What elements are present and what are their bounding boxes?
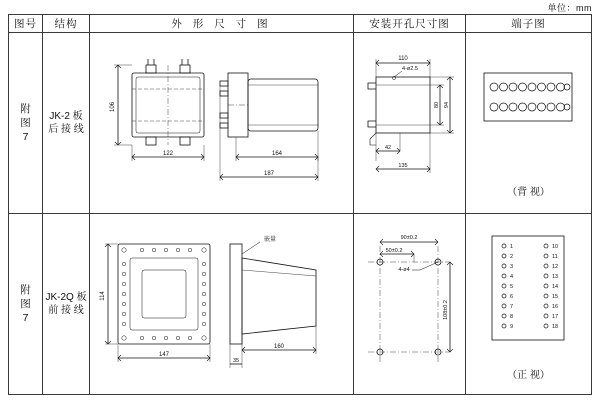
header-terminal-label: 端子图 (511, 18, 546, 30)
structure-line: 接 (61, 124, 71, 135)
mounting-drawing-1 (354, 33, 465, 213)
table-row (9, 33, 592, 214)
header-terminal (466, 15, 592, 33)
terminal-svg-1 (466, 33, 589, 173)
fig-no-char: 图 (20, 117, 31, 129)
structure-cell-2 (43, 214, 90, 395)
mounting-drawing-2 (354, 214, 465, 394)
mounting-dim-42: 42 (384, 145, 392, 151)
mounting-dim-50: 50±0.2 (385, 248, 403, 254)
fig-no-cell-1 (9, 33, 43, 214)
structure-stack-1 (43, 110, 89, 137)
svg-text:4: 4 (510, 274, 514, 280)
mounting-dim-hole: 4-ø4 (398, 267, 410, 273)
outline-dim-160: 160 (273, 344, 285, 350)
svg-text:5: 5 (510, 284, 514, 290)
mounting-dim-135: 135 (398, 163, 408, 169)
terminal-drawing-1 (466, 33, 591, 213)
terminal-bottom-row (490, 103, 570, 111)
svg-text:6: 6 (510, 294, 514, 300)
structure-model: JK-2 (49, 110, 70, 122)
structure-model: JK-2Q (45, 291, 74, 303)
header-mounting (354, 15, 466, 33)
fig-no-stack-1 (9, 102, 42, 144)
outline-drawing-1 (90, 33, 353, 213)
svg-text:12: 12 (552, 264, 559, 270)
mounting-dim-80: 80 (434, 101, 440, 109)
svg-text:11: 11 (552, 254, 558, 260)
structure-line: 板 (76, 291, 87, 303)
terminal-cell-2 (466, 214, 592, 395)
structure-line: 板 (72, 110, 83, 122)
outline-dim-35: 35 (232, 358, 240, 364)
terminal-cell-1 (466, 33, 592, 214)
outline-dim-147: 147 (158, 352, 170, 358)
fig-no-char: 附 (20, 284, 31, 296)
mounting-svg-1 (354, 33, 463, 211)
outline-dim-114: 114 (100, 291, 106, 301)
structure-cell-1 (43, 33, 90, 214)
mounting-dim-110: 110 (398, 56, 408, 62)
table-header-row (9, 15, 592, 33)
header-fig-no-label: 图号 (14, 18, 37, 30)
svg-text:16: 16 (552, 304, 559, 310)
structure-line: 线 (73, 124, 84, 135)
fig-no-char: 图 (20, 298, 31, 310)
fig-no-stack-2 (9, 283, 42, 325)
fig-no-char: 7 (22, 312, 29, 324)
header-mounting-label: 安装开孔尺寸图 (369, 18, 450, 30)
outline-cell-2 (90, 214, 354, 395)
outline-svg-2 (90, 214, 351, 392)
terminal-caption-2: （正 视） (507, 370, 550, 381)
svg-text:10: 10 (552, 244, 559, 250)
mounting-cell-1 (354, 33, 466, 214)
fig-no-char: 7 (22, 131, 29, 143)
mounting-svg-2 (354, 214, 463, 392)
mounting-dim-94: 94 (444, 101, 450, 109)
header-outline-label: 外 形 尺 寸 图 (171, 18, 272, 30)
svg-text:7: 7 (510, 304, 514, 310)
terminal-caption-1: （背 视） (507, 187, 550, 198)
svg-text:17: 17 (552, 314, 559, 320)
structure-stack-2 (43, 291, 89, 318)
svg-text:18: 18 (552, 324, 559, 330)
svg-text:15: 15 (552, 294, 559, 300)
header-structure (43, 15, 90, 33)
unit-note: 单位：mm (547, 3, 592, 13)
terminal-left-column (502, 244, 506, 328)
structure-line: 线 (73, 305, 84, 316)
structure-line: 前 (48, 305, 59, 316)
outline-drawing-2 (90, 214, 353, 394)
header-fig-no (9, 15, 43, 33)
terminal-top-row (490, 83, 570, 91)
outline-dim-187: 187 (263, 171, 275, 177)
terminal-left-labels (510, 244, 513, 330)
mounting-dim-90: 90±0.2 (400, 235, 418, 241)
mounting-dim-108: 108±0.2 (443, 300, 449, 320)
fig-no-cell-2 (9, 214, 43, 395)
mounting-dim-hole: 4-ø2.5 (402, 66, 418, 72)
outline-dim-122: 122 (162, 151, 174, 157)
dimension-table (8, 14, 592, 395)
structure-line: 后 (48, 124, 59, 135)
terminal-drawing-2 (466, 214, 591, 394)
header-structure-label: 结构 (54, 18, 78, 30)
fig-no-char: 附 (20, 103, 31, 115)
outline-cell-1 (90, 33, 354, 214)
table-row (9, 214, 592, 395)
structure-line: 接 (61, 305, 71, 316)
mounting-cell-2 (354, 214, 466, 395)
outline-dim-106: 106 (110, 101, 116, 113)
svg-text:3: 3 (510, 264, 514, 270)
terminal-right-column (544, 244, 548, 328)
svg-text:2: 2 (510, 254, 514, 260)
outline-svg-1 (90, 33, 351, 211)
svg-text:14: 14 (552, 284, 559, 290)
outline-dim-164: 164 (271, 151, 283, 157)
svg-text:1: 1 (510, 244, 514, 250)
outline-label-note: 嵌量 (263, 237, 277, 243)
svg-text:13: 13 (552, 274, 559, 280)
terminal-right-labels (552, 244, 558, 330)
svg-text:8: 8 (510, 314, 514, 320)
header-outline (90, 15, 354, 33)
terminal-svg-2 (466, 214, 589, 364)
svg-text:9: 9 (510, 324, 514, 330)
